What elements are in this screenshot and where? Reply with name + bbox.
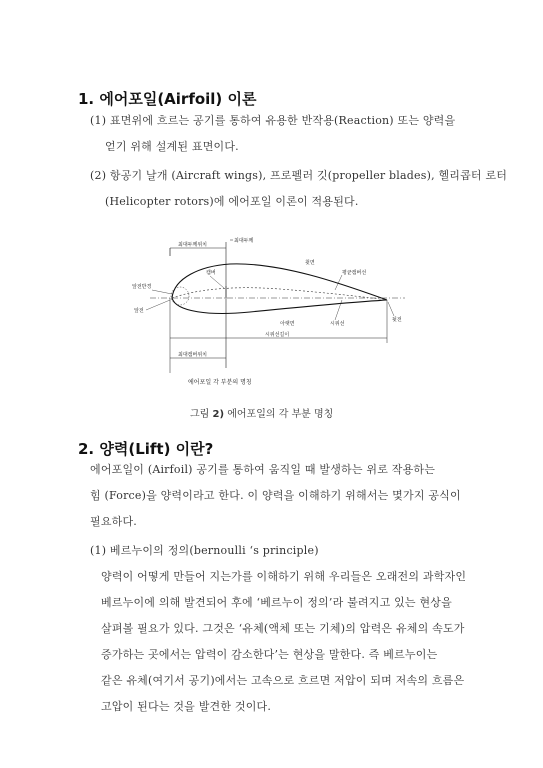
item-2-line-1: (2) 항공기 날개 (Aircraft wings), 프로펠러 깃(propeller blades), 헬리콥터 로터 <box>90 169 508 182</box>
section-2-heading: 2. 양력(Lift) 이란? <box>78 440 214 458</box>
sub1-title: (1) 베르누이의 정의(bernoulli ‘s principle) <box>90 544 319 557</box>
section-1-item-2 <box>90 163 507 215</box>
caption-text: 에어포일의 각 부분 명칭 <box>224 409 334 420</box>
label-trailing-edge: 뒷전 <box>392 317 402 323</box>
sub1-line-2: 베르누이에 의해 발견되어 후에 ‘베르누이 정의’라 불려지고 있는 현상을 <box>101 596 452 609</box>
label-mean-camber-line: 평균캠버선 <box>342 270 367 276</box>
item-2-line-2: (Helicopter rotors)에 에어포일 이론이 적용된다. <box>105 195 359 208</box>
section-1-item-1 <box>90 108 455 160</box>
section-2-paragraph <box>90 457 461 535</box>
figure-inner-caption: 에어포일 각 부분의 명칭 <box>188 379 252 386</box>
p1-line-2: 힘 (Force)을 양력이라고 한다. 이 양력을 이해하기 위해서는 몇가지 공식이 <box>90 489 461 502</box>
sub1-line-6: 고압이 된다는 것을 발견한 것이다. <box>101 700 272 713</box>
label-chord-length: 시위선길이 <box>265 332 290 338</box>
sub1-line-4: 증가하는 곳에서는 압력이 감소한다’는 현상을 말한다. 즉 베르누이는 <box>101 648 438 661</box>
airfoil-diagram <box>130 228 420 398</box>
item-1-line-1: (1) 표면위에 흐르는 공기를 통하여 유용한 반작용(Reaction) 또는 양력을 <box>90 114 456 127</box>
sub1-line-1: 양력이 어떻게 만들어 지는가를 이해하기 위해 우리들은 오래전의 과학자인 <box>101 570 467 583</box>
label-max-thickness-pos: 최대두께위치 <box>178 242 207 248</box>
label-lower-surface: 아랫면 <box>280 321 295 327</box>
section-1-heading: 1. 에어포일(Airfoil) 이론 <box>78 90 257 108</box>
caption-number: 2) <box>212 409 225 420</box>
label-leading-edge-radius: 앞전반경 <box>132 284 152 290</box>
sub1-line-5: 같은 유체(여기서 공기)에서는 고속으로 흐르면 저압이 되며 저속의 흐름은 <box>101 674 465 687</box>
label-leading-edge: 앞전 <box>134 308 144 314</box>
figure-caption <box>190 405 333 420</box>
sub1-line-3: 살펴볼 필요가 있다. 그것은 ‘유체(액체 또는 기체)의 압력은 유체의 속도가 <box>101 622 465 635</box>
subsection-bernoulli <box>90 538 466 720</box>
label-upper-surface: 윗면 <box>305 260 315 266</box>
caption-prefix: 그림 <box>190 409 213 420</box>
item-1-line-2: 얻기 위해 설계된 표면이다. <box>105 140 239 153</box>
label-camber: 캠버 <box>206 270 216 276</box>
label-max-camber-pos: 최대캠버위치 <box>178 352 207 358</box>
p1-line-1: 에어포일이 (Airfoil) 공기를 통하여 움직일 때 발생하는 위로 작용하는 <box>90 463 436 476</box>
lower-surface-curve <box>172 298 387 313</box>
p1-line-3: 필요하다. <box>90 515 138 528</box>
leading-edge-radius-circle <box>171 287 189 305</box>
label-chord-line: 시위선 <box>330 321 345 327</box>
label-max-thickness: 최대두께 <box>234 238 254 244</box>
